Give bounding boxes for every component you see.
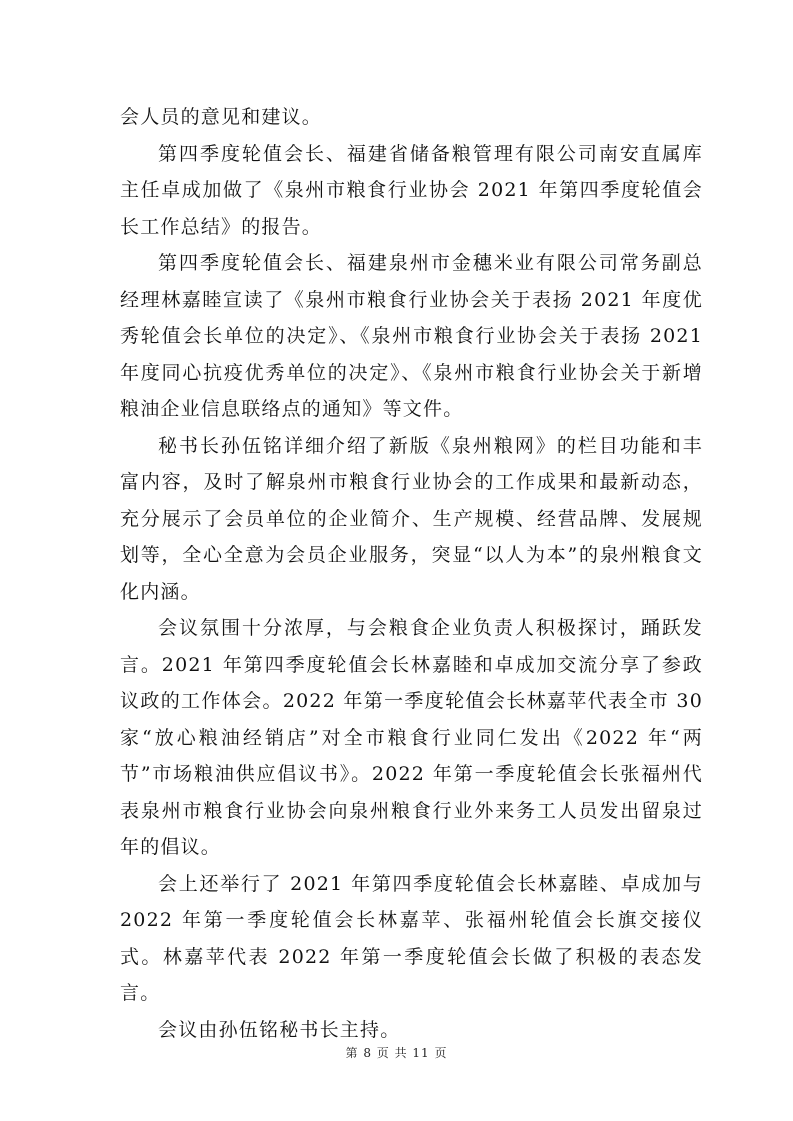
paragraph-website-intro: 秘书长孙伍铭详细介绍了新版《泉州粮网》的栏目功能和丰富内容，及时了解泉州市粮食行业协会的工作成果和最新动态，充分展示了会员单位的企业简介、生产规模、经营品牌、发展规划等，全心全意为会员企业服务，突显“以人为本”的泉州粮食文化内涵。 [120,434,703,603]
paragraph-continuation: 会人员的意见和建议。 [120,106,323,128]
paragraph-discussion: 会议氛围十分浓厚，与会粮食企业负责人积极探讨，踊跃发言。2021 年第四季度轮值会长林嘉睦和卓成加交流分享了参政议政的工作体会。2022 年第一季度轮值会长林嘉苹代表全市 30 家“放心粮油经销店”对全市粮食行业同仁发出《2022 年“两节”市场粮油供应倡议书》。2022 年第一季度轮值会长张福州代表泉州市粮食行业协会向泉州粮食行业外来务工人员发出留泉过年的倡议。 [120,617,703,858]
paragraph-documents-read: 第四季度轮值会长、福建泉州市金穗米业有限公司常务副总经理林嘉睦宣读了《泉州市粮食行业协会关于表扬 2021 年度优秀轮值会长单位的决定》、《泉州市粮食行业协会关于表扬 2021 年度同心抗疫优秀单位的决定》、《泉州市粮食行业协会关于新增粮油企业信息联络点的通知》等文件。 [120,252,703,420]
paragraph-handover-ceremony: 会上还举行了 2021 年第四季度轮值会长林嘉睦、卓成加与 2022 年第一季度轮值会长林嘉苹、张福州轮值会长旗交接仪式。林嘉苹代表 2022 年第一季度轮值会长做了积极的表态发言。 [120,872,703,1004]
paragraph-host: 会议由孙伍铭秘书长主持。 [158,1018,401,1041]
paragraph-work-summary: 第四季度轮值会长、福建省储备粮管理有限公司南安直属库主任卓成加做了《泉州市粮食行业协会 2021 年第四季度轮值会长工作总结》的报告。 [120,142,703,238]
document-body [120,99,703,1048]
page-number-footer: 第 8 页 共 11 页 [345,1046,448,1060]
